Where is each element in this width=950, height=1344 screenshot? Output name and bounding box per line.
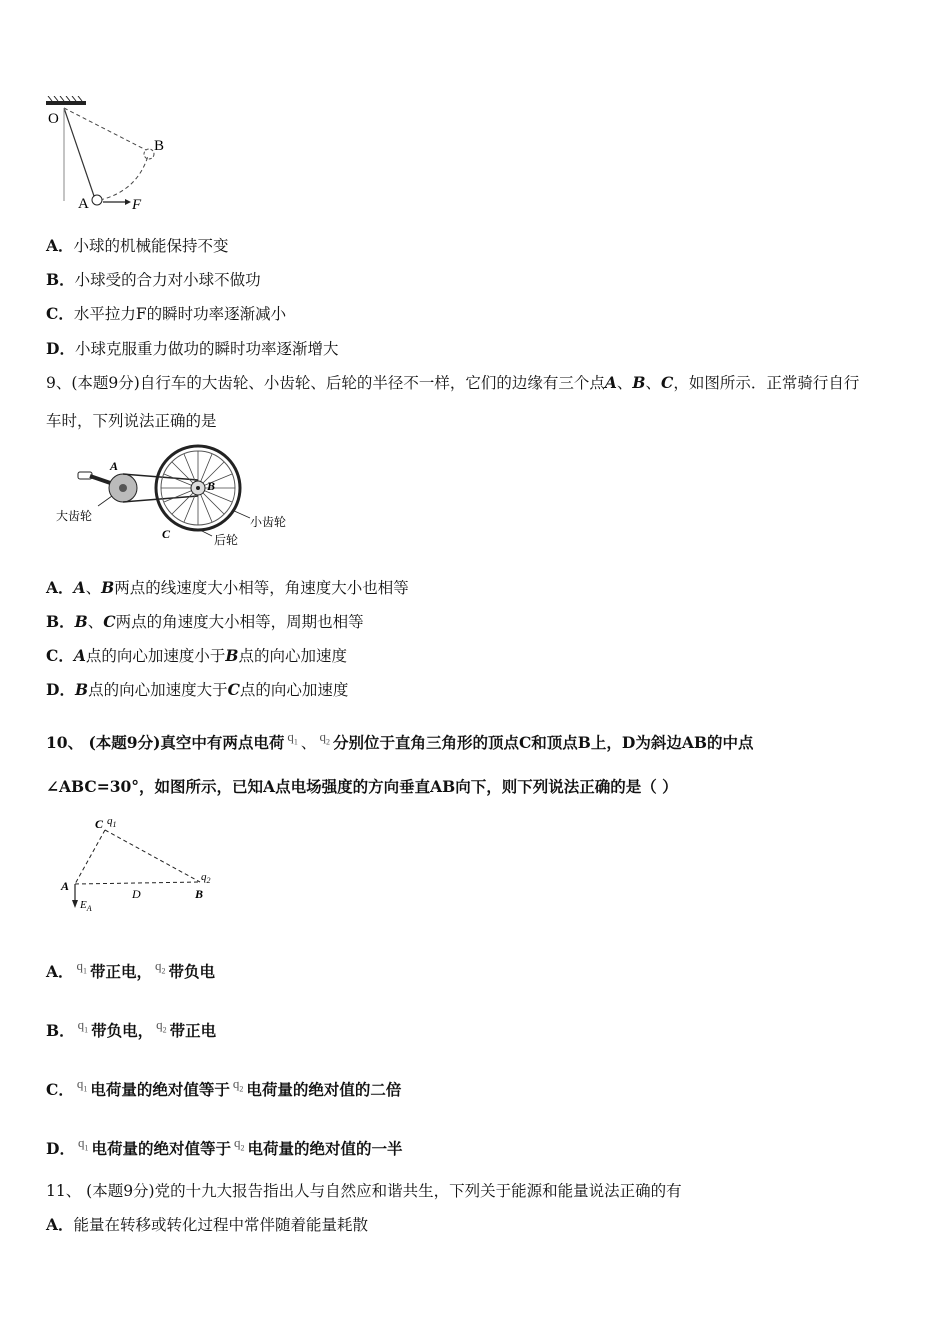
label-ea: $E_A$ — [80, 899, 92, 912]
q9-stem-line1: 9、(本题9分)自行车的大齿轮、小齿轮、后轮的半径不一样，它们的边缘有三个点A、B、C，如图所示．正常骑行自行 — [46, 373, 860, 392]
q10-stem-line1: 10、 (本题9分)真空中有两点电荷 $^{q_1}$ 、 $^{q_2}$ 分别位于直角三角形的顶点C和顶点B上，D为斜边AB的中点 — [46, 729, 754, 752]
q11-stem: 11、 (本题9分)党的十九大报告指出人与自然应和谐共生，下列关于能源和能量说法正确的有 — [46, 1182, 682, 1200]
arc-path — [100, 156, 148, 200]
q10-option-d: D． $^{q_1}$ 电荷量的绝对值等于 $^{q_2}$ 电荷量的绝对值的一半 — [46, 1135, 403, 1158]
q10-stem-line2: ∠ABC=30°，如图所示，已知A点电场强度的方向垂直AB向下，则下列说法正确的是（ ） — [46, 777, 678, 796]
label-o: O — [48, 111, 59, 127]
q10-option-a: A． $^{q_1}$ 带正电， $^{q_2}$ 带负电 — [46, 958, 216, 981]
pendulum-figure — [42, 96, 182, 216]
label-a: A — [110, 459, 119, 473]
q9-option-a: A．A、B两点的线速度大小相等，角速度大小也相等 — [46, 578, 409, 597]
q10-option-b: B． $^{q_1}$ 带负电， $^{q_2}$ 带正电 — [46, 1017, 217, 1040]
q10-option-c: C． $^{q_1}$ 电荷量的绝对值等于 $^{q_2}$ 电荷量的绝对值的二倍 — [46, 1076, 402, 1099]
q8-option-d: D．小球克服重力做功的瞬时功率逐渐增大 — [46, 339, 339, 358]
bicycle-figure — [50, 440, 300, 552]
side-cb — [105, 830, 200, 882]
ball-a — [92, 195, 102, 205]
q1-symbol: q1 — [287, 729, 298, 747]
rear-wheel-label: 后轮 — [214, 533, 239, 547]
q9-stem-line2: 车时，下列说法正确的是 — [46, 412, 217, 430]
q9-option-c: C．A点的向心加速度小于B点的向心加速度 — [46, 646, 348, 665]
label-f: F — [132, 197, 142, 213]
q2-symbol: q2 — [319, 729, 330, 747]
label-b: B — [195, 887, 204, 901]
label-a: A — [78, 196, 89, 212]
q8-option-b: B．小球受的合力对小球不做功 — [46, 270, 261, 289]
small-gear-label: 小齿轮 — [250, 515, 287, 529]
q8-option-a: A．小球的机械能保持不变 — [46, 236, 229, 255]
big-gear-label: 大齿轮 — [56, 509, 93, 523]
q11-option-a: A．能量在转移或转化过程中常伴随着能量耗散 — [46, 1215, 369, 1234]
label-c: C — [162, 527, 171, 541]
label-q1: $q_1$ — [107, 815, 117, 829]
q8-option-c: C．水平拉力F的瞬时功率逐渐减小 — [46, 304, 287, 323]
label-c: C — [95, 817, 104, 831]
side-ab — [75, 882, 200, 884]
triangle-figure — [55, 812, 225, 912]
q9-option-b: B．B、C两点的角速度大小相等，周期也相等 — [46, 612, 364, 631]
label-b: B — [154, 138, 165, 154]
ball-b — [144, 149, 154, 159]
label-d: D — [132, 887, 141, 901]
q9-option-d: D．B点的向心加速度大于C点的向心加速度 — [46, 680, 349, 699]
label-q2: $q_2$ — [201, 871, 211, 885]
side-ca — [75, 830, 105, 884]
label-b: B — [207, 479, 216, 493]
label-a: A — [61, 879, 70, 893]
